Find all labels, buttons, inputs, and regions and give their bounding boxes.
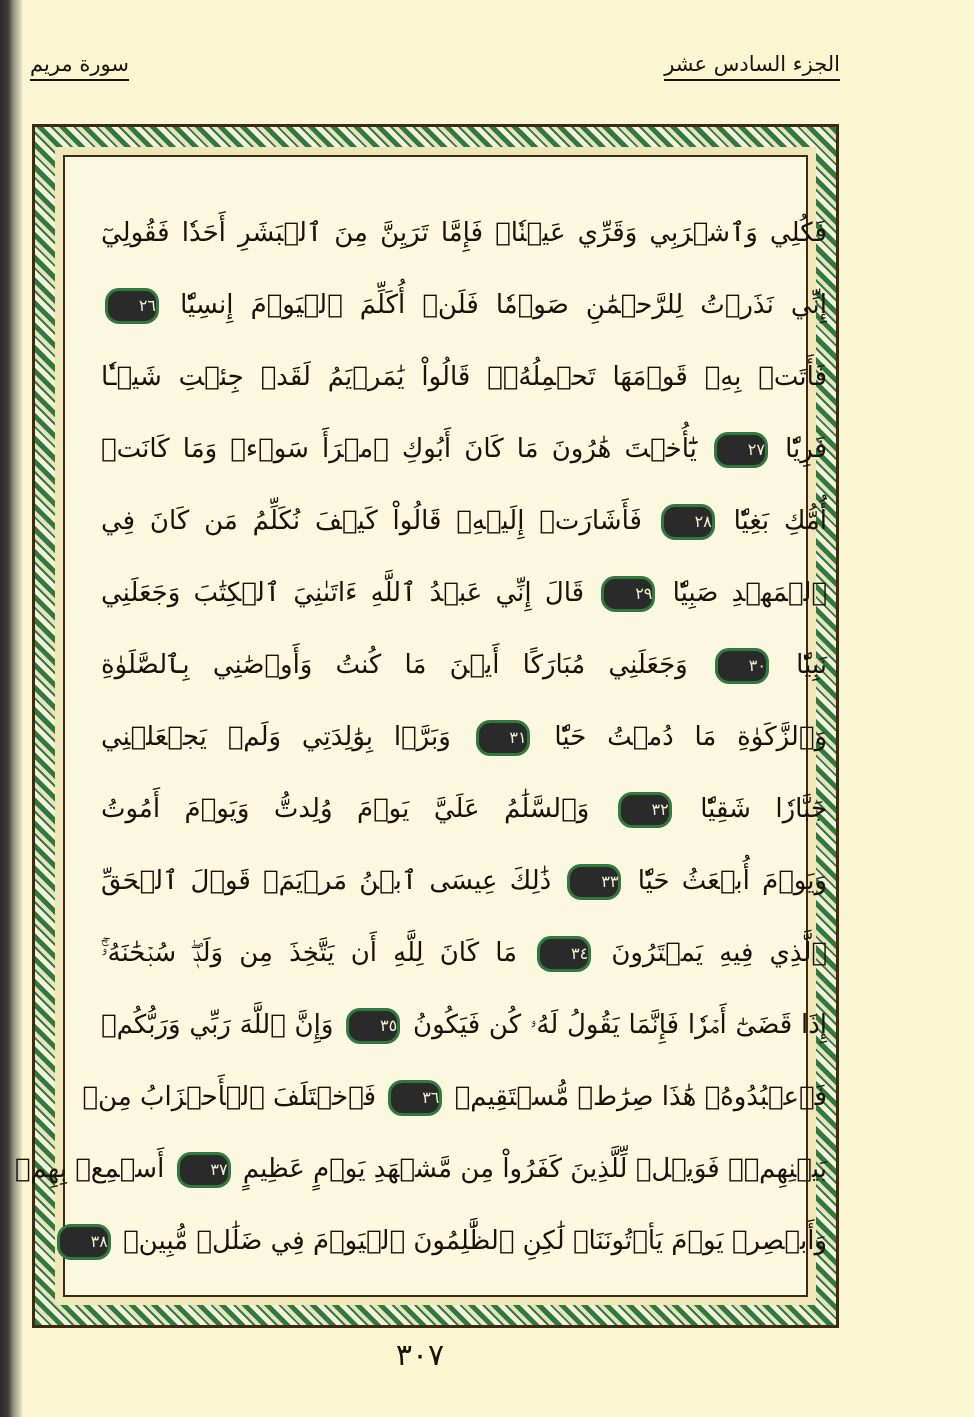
verse-text: إِذَا قَضَىٰٓ أَمۡرٗا فَإِنَّمَا يَقُولُ لَهُۥ كُن فَيَكُونُ: [412, 1010, 828, 1040]
verse-text: ذَٰلِكَ عِيسَى ٱبۡنُ مَرۡيَمَۖ قَوۡلَ ٱلۡحَقِّ: [101, 866, 552, 896]
verse-text: ٱلَّذِي فِيهِ يَمۡتَرُونَ: [611, 938, 828, 968]
ayah-number-marker: ٣١: [476, 720, 530, 756]
verse-line: [101, 779, 827, 839]
ayah-number-marker: ٣٢: [618, 792, 672, 828]
verse-text: وَيَوۡمَ أُبۡعَثُ حَيّٗا: [637, 866, 828, 896]
verse-text: فَرِيّٗا: [785, 434, 828, 464]
verse-text: يَٰٓأُخۡتَ هَٰرُونَ مَا كَانَ أَبُوكِ ٱمۡرَأَ سَوۡءٖ وَمَا كَانَتۡ: [101, 434, 697, 464]
verse-text: وَٱلسَّلَٰمُ عَلَيَّ يَوۡمَ وُلِدتُّ وَيَوۡمَ أَمُوتُ: [101, 794, 590, 824]
ayah-number-marker: ٢٧: [714, 432, 768, 468]
page-number: ٣٠٧: [395, 1338, 445, 1373]
verse-line: [101, 851, 827, 911]
verse-line: [101, 203, 827, 263]
verse-line: [82, 1067, 827, 1127]
verse-text: وَبَرَّۢا بِوَٰلِدَتِي وَلَمۡ يَجۡعَلۡنِي: [101, 722, 451, 752]
ayah-number-marker: ٢٨: [661, 504, 715, 540]
verse-line: [101, 923, 827, 983]
verse-text: وَإِنَّ ٱللَّهَ رَبِّي وَرَبُّكُمۡ: [101, 1010, 334, 1040]
text-panel: [14, 155, 828, 1297]
verse-text: إِنِّي نَذَرۡتُ لِلرَّحۡمَٰنِ صَوۡمٗا فَلَنۡ أُكَلِّمَ ٱلۡيَوۡمَ إِنسِيّٗا: [180, 290, 828, 320]
verse-line: [101, 491, 827, 551]
ayah-number-marker: ٢٩: [601, 576, 655, 612]
verse-text: أَسۡمِعۡ بِهِمۡ: [14, 1154, 165, 1184]
page-header: [30, 48, 840, 88]
page-binding-edge: [0, 0, 22, 1417]
verse-line: [101, 419, 827, 479]
verse-line: [101, 635, 827, 695]
ornamental-frame: [14, 124, 839, 1328]
verse-line: [101, 995, 827, 1055]
verse-text: وَأَبۡصِرۡ يَوۡمَ يَأۡتُونَنَاۖ لَٰكِنِ ٱلظَّٰلِمُونَ ٱلۡيَوۡمَ فِي ضَلَٰلٖ مُّبِينٖ: [123, 1226, 827, 1256]
verse-line: [14, 1139, 827, 1199]
verse-text: فَأَشَارَتۡ إِلَيۡهِۖ قَالُواْ كَيۡفَ نُكَلِّمُ مَن كَانَ فِي: [101, 506, 642, 536]
verse-text: فَأَتَتۡ بِهِۦ قَوۡمَهَا تَحۡمِلُهُۥۖ قَالُواْ يَٰمَرۡيَمُ لَقَدۡ جِئۡتِ شَيۡـٔٗا: [101, 362, 827, 392]
ayah-number-marker: ٣٣: [567, 864, 621, 900]
verse-line: [101, 275, 827, 335]
verse-text: نَبِيّٗا: [796, 650, 828, 680]
verse-text: وَٱلزَّكَوٰةِ مَا دُمۡتُ حَيّٗا: [554, 722, 828, 752]
verse-text: فَٱعۡبُدُوهُۚ هَٰذَا صِرَٰطٞ مُّسۡتَقِيمٞ: [454, 1082, 827, 1112]
verse-line: [101, 707, 827, 767]
verse-text: فَكُلِي وَٱشۡرَبِي وَقَرِّي عَيۡنٗاۖ فَإِمَّا تَرَيِنَّ مِنَ ٱلۡبَشَرِ أَحَدٗا فَقُولِيٓ: [101, 218, 827, 248]
verse-text: بَيۡنِهِمۡۖ فَوَيۡلٞ لِّلَّذِينَ كَفَرُواْ مِن مَّشۡهَدِ يَوۡمٍ عَظِيمٍ: [242, 1154, 827, 1184]
ayah-number-marker: ٣٨: [57, 1224, 111, 1260]
ayah-number-marker: ٢٦: [105, 288, 159, 324]
juz-title: الجزء السادس عشر: [664, 52, 840, 81]
verse-text: قَالَ إِنِّي عَبۡدُ ٱللَّهِ ءَاتَىٰنِيَ ٱلۡكِتَٰبَ وَجَعَلَنِي: [101, 578, 585, 608]
verse-text: فَٱخۡتَلَفَ ٱلۡأَحۡزَابُ مِنۢ: [82, 1082, 377, 1112]
verse-line: [90, 1211, 827, 1271]
ayah-number-marker: ٣٠: [715, 648, 769, 684]
surah-title: سورة مريم: [30, 52, 129, 81]
verse-text: ٱلۡمَهۡدِ صَبِيّٗا: [672, 578, 827, 608]
verse-text: مَا كَانَ لِلَّهِ أَن يَتَّخِذَ مِن وَلَدٖۖ سُبۡحَٰنَهُۥٓۚ: [101, 938, 518, 968]
verse-line: [101, 563, 827, 623]
ayah-number-marker: ٣٤: [537, 936, 591, 972]
ayah-number-marker: ٣٧: [177, 1152, 231, 1188]
verse-text: جَبَّارٗا شَقِيّٗا: [700, 794, 827, 824]
ayah-number-marker: ٣٦: [388, 1080, 442, 1116]
verse-text: وَجَعَلَنِي مُبَارَكًا أَيۡنَ مَا كُنتُ وَأَوۡصَٰنِي بِٱلصَّلَوٰةِ: [101, 650, 688, 680]
verse-line: [101, 347, 827, 407]
ayah-number-marker: ٣٥: [346, 1008, 400, 1044]
verse-text: أُمُّكِ بَغِيّٗا: [733, 506, 828, 536]
